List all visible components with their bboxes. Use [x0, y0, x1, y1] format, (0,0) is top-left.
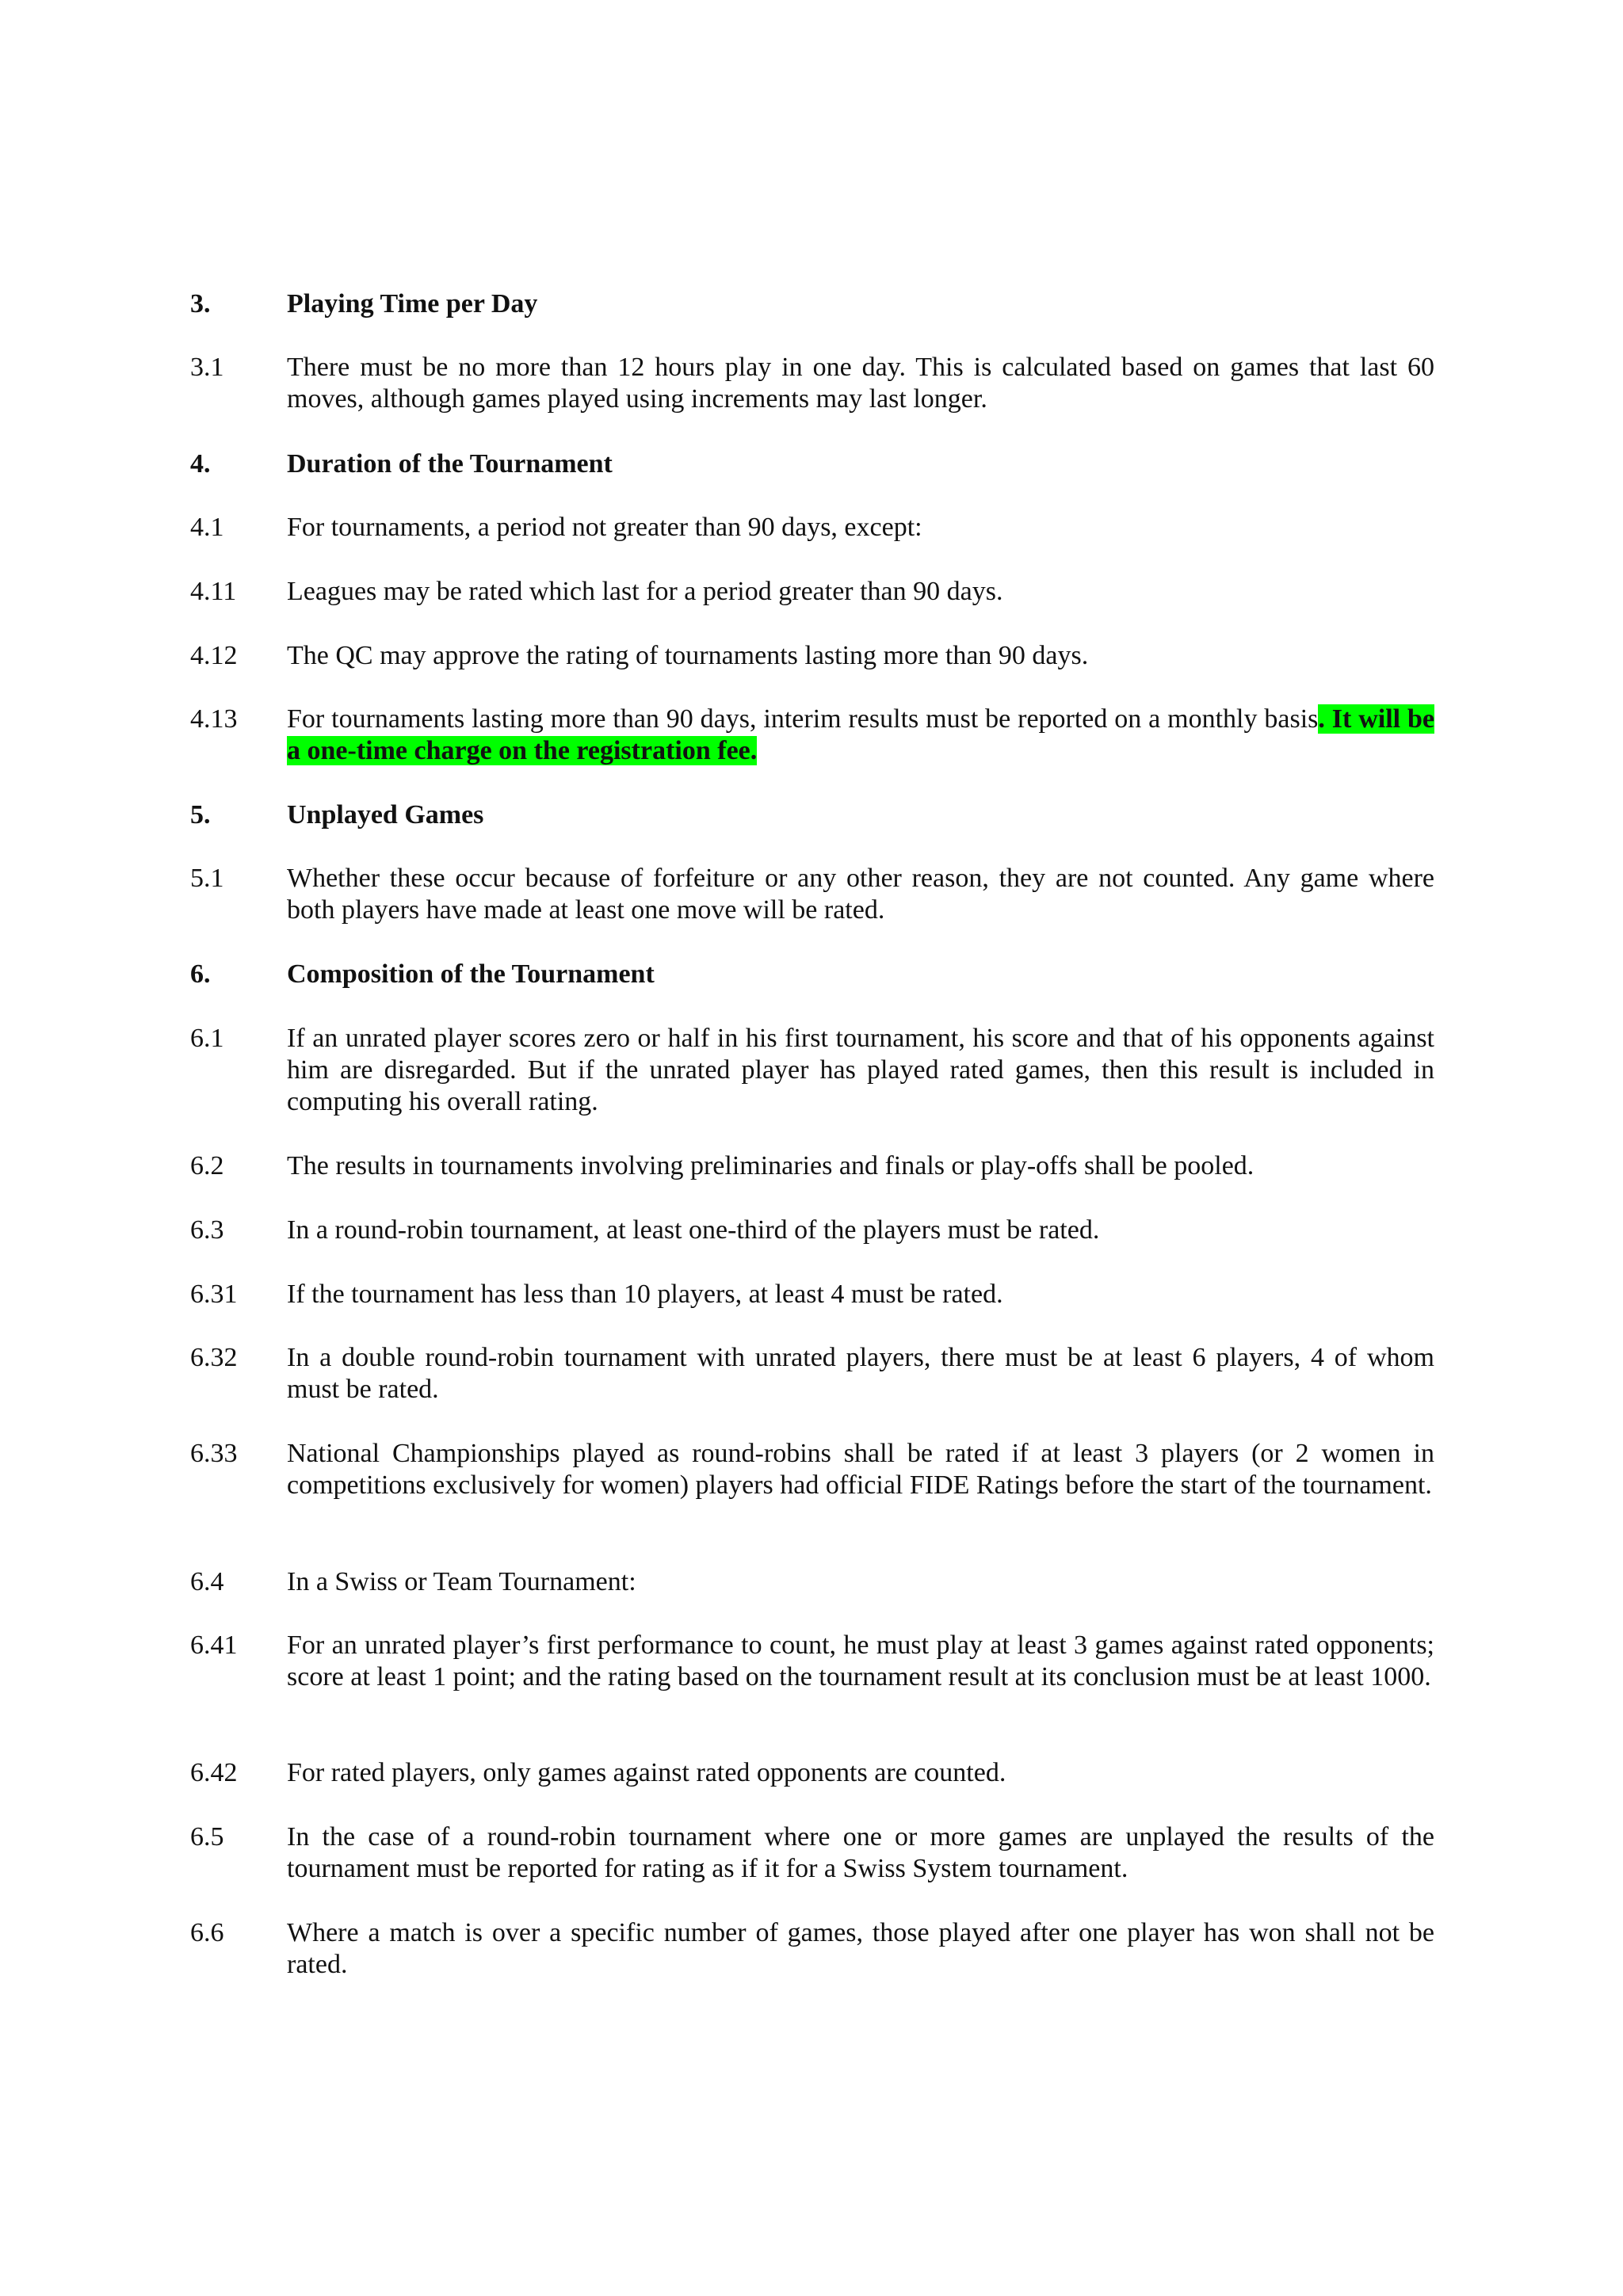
clause-number: 5.1 [190, 864, 224, 893]
clause-number: 6.6 [190, 1918, 224, 1947]
clause-text: In a double round-robin tournament with unrated players, there must be at least 6 players, 4 of whom must be rated. [287, 1343, 1434, 1404]
clause-text: In the case of a round-robin tournament where one or more games are unplayed the results of the tournament must be reported for rating as if it for a Swiss System tournament. [287, 1822, 1434, 1883]
clause-text: For rated players, only games against rated opponents are counted. [287, 1758, 1006, 1787]
clause-number: 6.5 [190, 1822, 224, 1852]
clause-text: In a Swiss or Team Tournament: [287, 1567, 636, 1596]
clause-number: 4.1 [190, 513, 224, 542]
clause-text: For an unrated player’s first performance to count, he must play at least 3 games against rated opponents; score at least 1 point; and the rating based on the tournament result at its conclusion must be at least 1000. [287, 1630, 1434, 1691]
clause-number: 6.2 [190, 1151, 224, 1180]
clause-text: If an unrated player scores zero or half in his first tournament, his score and that of his opponents against him are disregarded. But if the unrated player has played rated games, then this result is included in computing his overall rating. [287, 1024, 1434, 1116]
section-title: Composition of the Tournament [287, 959, 655, 989]
section-number: 5. [190, 800, 211, 830]
clause-text: Where a match is over a specific number of games, those played after one player has won shall not be rated. [287, 1918, 1434, 1979]
clause-text-plain: For tournaments lasting more than 90 days, interim results must be reported on a monthly basis [287, 704, 1319, 734]
section-title: Duration of the Tournament [287, 449, 613, 479]
clause-text: The QC may approve the rating of tournaments lasting more than 90 days. [287, 641, 1089, 670]
clause-text [287, 704, 1434, 767]
clause-number: 6.3 [190, 1215, 224, 1245]
clause-number: 4.13 [190, 704, 238, 734]
section-title: Playing Time per Day [287, 289, 538, 318]
clause-text: In a round-robin tournament, at least one-third of the players must be rated. [287, 1215, 1100, 1245]
clause-number: 4.11 [190, 577, 237, 606]
section-number: 4. [190, 449, 211, 479]
clause-text: If the tournament has less than 10 players, at least 4 must be rated. [287, 1280, 1003, 1309]
clause-number: 6.33 [190, 1439, 238, 1468]
clause-text: National Championships played as round-robins shall be rated if at least 3 players (or 2 women in competitions exclusively for women) players had official FIDE Ratings before the start of the tournament. [287, 1439, 1434, 1500]
clause-number: 6.31 [190, 1280, 238, 1309]
clause-text: Leagues may be rated which last for a period greater than 90 days. [287, 577, 1003, 606]
clause-text: For tournaments, a period not greater than 90 days, except: [287, 513, 922, 542]
section-title: Unplayed Games [287, 800, 484, 830]
clause-number: 4.12 [190, 641, 238, 670]
clause-number: 6.41 [190, 1630, 238, 1660]
clause-text: Whether these occur because of forfeiture or any other reason, they are not counted. Any game where both players have made at least one move will be rated. [287, 864, 1434, 925]
section-number: 3. [190, 289, 211, 318]
clause-number: 6.1 [190, 1024, 224, 1053]
clause-number: 6.32 [190, 1343, 238, 1372]
clause-number: 6.42 [190, 1758, 238, 1787]
clause-number: 6.4 [190, 1567, 224, 1596]
clause-text: The results in tournaments involving preliminaries and finals or play-offs shall be pooled. [287, 1151, 1254, 1180]
clause-number: 3.1 [190, 353, 224, 382]
clause-text: There must be no more than 12 hours play in one day. This is calculated based on games that last 60 moves, although games played using increments may last longer. [287, 353, 1434, 414]
section-number: 6. [190, 959, 211, 989]
highlighted-amendment: . It will be a one-time charge on the registration fee. [287, 704, 1434, 765]
